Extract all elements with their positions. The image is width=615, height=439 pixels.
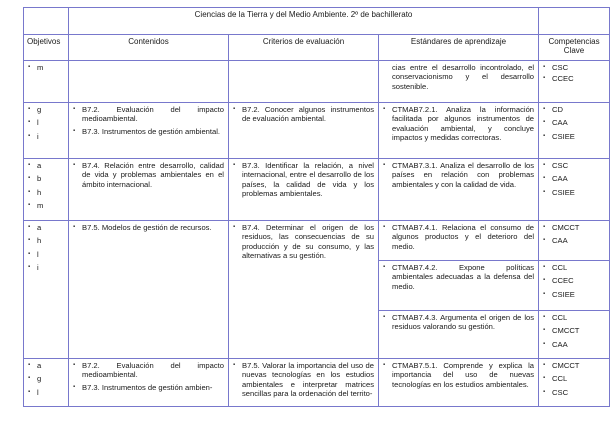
list-item: ▪ CAA bbox=[543, 340, 605, 349]
list-item: ▪ B7.5. Valorar la importancia del uso de nuevas tecnologías en los estudios ambientales e interpretar matrices sencillas para la ordenación del territo- bbox=[233, 361, 374, 399]
list-item: ▪ m bbox=[28, 63, 64, 72]
list-item: ▪ CCL bbox=[543, 374, 605, 383]
objetivos-cell bbox=[24, 103, 69, 159]
list-item: ▪ CSC bbox=[543, 63, 605, 72]
list-item: ▪ m bbox=[28, 201, 64, 210]
header-contenidos: Contenidos bbox=[69, 35, 229, 61]
list-item: ▪ a bbox=[28, 223, 64, 232]
estandares-cell bbox=[379, 159, 539, 221]
header-objetivos: Objetivos bbox=[24, 35, 69, 61]
title-corner-cell bbox=[24, 8, 69, 35]
competencias-cell bbox=[539, 311, 610, 359]
list-item: ▪ B7.2. Conocer algunos instrumentos de evaluación ambiental. bbox=[233, 105, 374, 124]
competencias-cell bbox=[539, 261, 610, 311]
objetivos-cell bbox=[24, 221, 69, 359]
list-item: ▪ B7.4. Determinar el origen de los residuos, las consecuencias de su producción y de su consumo, y las alternativas a su gestión. bbox=[233, 223, 374, 261]
list-item: ▪ CTMAB7.3.1. Analiza el desarrollo de los países en relación con problemas ambientales y con la calidad de vida. bbox=[383, 161, 534, 189]
list-item: ▪ CCL bbox=[543, 313, 605, 322]
list-item: ▪ CD bbox=[543, 105, 605, 114]
title-row bbox=[24, 8, 610, 35]
header-estandares: Estándares de aprendizaje bbox=[379, 35, 539, 61]
criterios-cell bbox=[229, 61, 379, 103]
table-title: Ciencias de la Tierra y del Medio Ambiente. 2º de bachillerato bbox=[69, 8, 539, 35]
list-item: ▪ i bbox=[28, 263, 64, 272]
list-item: ▪ B7.5. Modelos de gestión de recursos. bbox=[73, 223, 224, 232]
list-item: ▪ CTMAB7.4.1. Relaciona el consumo de algunos productos y el deterioro del medio. bbox=[383, 223, 534, 251]
list-item: ▪ h bbox=[28, 236, 64, 245]
list-item: ▪ g bbox=[28, 105, 64, 114]
curriculum-table bbox=[23, 7, 610, 407]
table-row bbox=[24, 103, 610, 159]
list-item: ▪ i bbox=[28, 132, 64, 141]
objetivos-cell bbox=[24, 159, 69, 221]
list-item: ▪ b bbox=[28, 174, 64, 183]
list-item: ▪ CCEC bbox=[543, 74, 605, 83]
objetivos-cell bbox=[24, 359, 69, 407]
table-row bbox=[24, 61, 610, 103]
title-right-cell bbox=[539, 8, 610, 35]
list-item: ▪ a bbox=[28, 161, 64, 170]
table-row bbox=[24, 159, 610, 221]
table-row bbox=[24, 359, 610, 407]
estandares-cell bbox=[379, 359, 539, 407]
list-item: ▪ B7.3. Instrumentos de gestión ambiental. bbox=[73, 127, 224, 136]
competencias-cell bbox=[539, 103, 610, 159]
list-item: ▪ a bbox=[28, 361, 64, 370]
list-item: ▪ CMCCT bbox=[543, 361, 605, 370]
criterios-cell bbox=[229, 103, 379, 159]
list-item: ▪ CAA bbox=[543, 174, 605, 183]
list-item: ▪ B7.3. Identificar la relación, a nivel internacional, entre el desarrollo de los países, la calidad de vida y los problemas ambientales. bbox=[233, 161, 374, 199]
competencias-cell bbox=[539, 221, 610, 261]
criterios-cell bbox=[229, 221, 379, 359]
contenidos-cell bbox=[69, 359, 229, 407]
list-item: ▪ B7.2. Evaluación del impacto medioambiental. bbox=[73, 105, 224, 124]
list-item: ▪ CSIEE bbox=[543, 188, 605, 197]
estandares-cell bbox=[379, 221, 539, 261]
list-item: ▪ g bbox=[28, 374, 64, 383]
header-criterios: Criterios de evaluación bbox=[229, 35, 379, 61]
list-item: ▪ CTMAB7.4.3. Argumenta el origen de los residuos valorando su gestión. bbox=[383, 313, 534, 332]
competencias-cell bbox=[539, 359, 610, 407]
contenidos-cell bbox=[69, 61, 229, 103]
estandares-cell bbox=[379, 311, 539, 359]
list-item: ▪ CSC bbox=[543, 161, 605, 170]
contenidos-cell bbox=[69, 159, 229, 221]
list-item: ▪ CSIEE bbox=[543, 132, 605, 141]
list-item: ▪ l bbox=[28, 118, 64, 127]
list-item: ▪ CTMAB7.2.1. Analiza la información facilitada por algunos instrumentos de evaluación ambiental, y concluye impactos y medidas correctoras. bbox=[383, 105, 534, 143]
list-item: ▪ l bbox=[28, 250, 64, 259]
list-item: ▪ CCL bbox=[543, 263, 605, 272]
estandares-cell bbox=[379, 61, 539, 103]
list-item: ▪ B7.4. Relación entre desarrollo, calidad de vida y problemas ambientales en el ámbito internacional. bbox=[73, 161, 224, 189]
competencias-cell bbox=[539, 61, 610, 103]
header-row bbox=[24, 35, 610, 61]
estandares-cell bbox=[379, 103, 539, 159]
standard-text: cias entre el desarrollo incontrolado, el conservacionismo y el desarrollo sostenible. bbox=[392, 63, 535, 91]
estandares-cell bbox=[379, 261, 539, 311]
list-item: ▪ CMCCT bbox=[543, 223, 605, 232]
list-item: ▪ l bbox=[28, 388, 64, 397]
criterios-cell bbox=[229, 159, 379, 221]
list-item: ▪ B7.2. Evaluación del impacto medioambiental. bbox=[73, 361, 224, 380]
list-item: ▪ CTMAB7.4.2. Expone políticas ambientales adecuadas a la defensa del medio. bbox=[383, 263, 534, 291]
list-item: ▪ B7.3. Instrumentos de gestión ambien- bbox=[73, 383, 224, 392]
objetivos-cell bbox=[24, 61, 69, 103]
list-item: ▪ h bbox=[28, 188, 64, 197]
list-item: ▪ CAA bbox=[543, 118, 605, 127]
header-competencias: Competencias Clave bbox=[539, 35, 610, 61]
list-item: ▪ CTMAB7.5.1. Comprende y explica la importancia del uso de nuevas tecnologías en los estudios ambientales. bbox=[383, 361, 534, 389]
list-item: ▪ CCEC bbox=[543, 276, 605, 285]
competencias-cell bbox=[539, 159, 610, 221]
table-row bbox=[24, 221, 610, 261]
contenidos-cell bbox=[69, 103, 229, 159]
list-item: ▪ CSIEE bbox=[543, 290, 605, 299]
list-item: ▪ CMCCT bbox=[543, 326, 605, 335]
contenidos-cell bbox=[69, 221, 229, 359]
list-item: ▪ CSC bbox=[543, 388, 605, 397]
list-item: ▪ CAA bbox=[543, 236, 605, 245]
criterios-cell bbox=[229, 359, 379, 407]
